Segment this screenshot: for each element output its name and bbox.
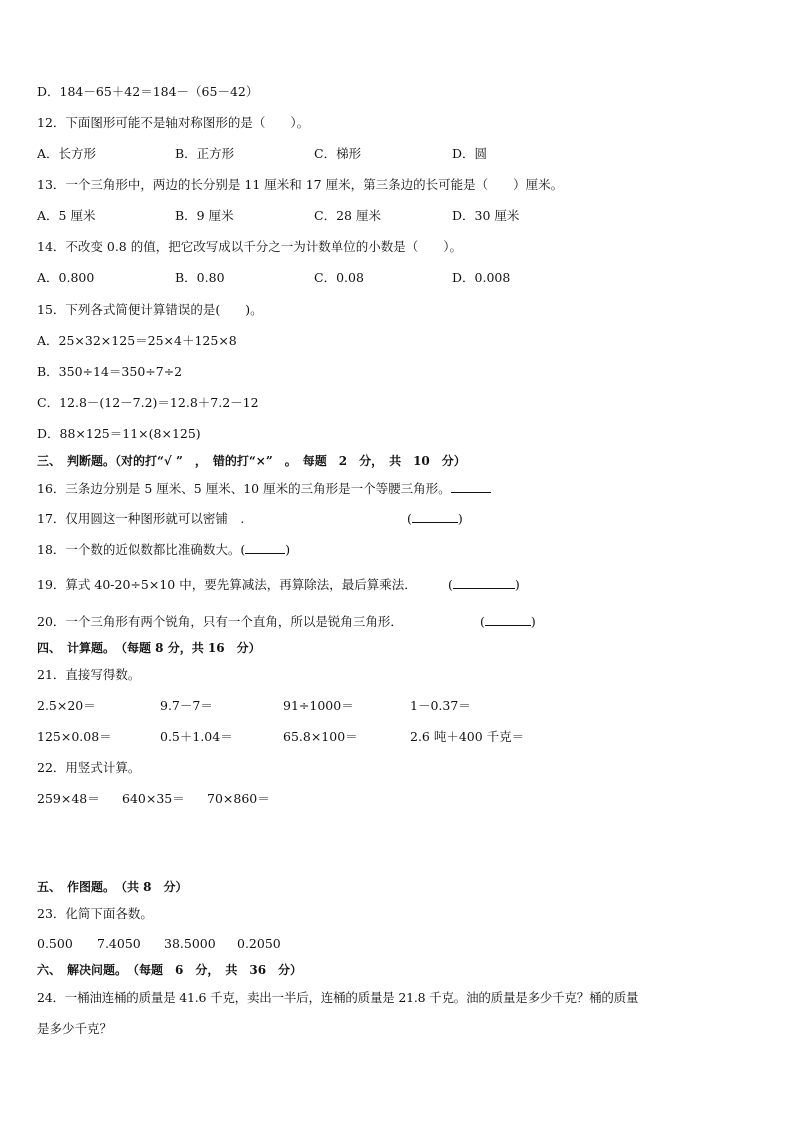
q18-answer-blank[interactable] — [245, 542, 285, 554]
q20-answer — [480, 614, 536, 630]
calc-item: 1－0.37＝ — [410, 698, 471, 713]
q19-answer-blank[interactable] — [453, 577, 515, 589]
q19-text: 19．算式 40-20÷5×10 中，要先算减法，再算除法，最后算乘法． — [37, 577, 417, 592]
calc-item: 0.5＋1.04＝ — [160, 729, 233, 744]
section-5-heading: 五、 作图题。 （共 8 分） — [37, 880, 188, 894]
calc-item: 9.7－7＝ — [160, 698, 213, 713]
q24-stem-line-1: 24．一桶油连桶的质量是 41.6 千克，卖出一半后，连桶的质量是 21.8 千克。油的质量是多少千克？桶的质量 — [37, 990, 639, 1005]
q16-line — [37, 481, 491, 497]
vertical-calc-item: 259×48＝ — [37, 791, 100, 806]
calc-item: 91÷1000＝ — [283, 698, 354, 713]
q14-stem: 14．不改变 0.8 的值，把它改写成以千分之一为计数单位的小数是（ ）。 — [37, 239, 462, 254]
section-4-heading: 四、 计算题。 （每题 8 分，共 16 分） — [37, 641, 261, 655]
q19-paren-open: ( — [448, 577, 453, 592]
q17-answer — [407, 511, 463, 527]
q19-paren-close: ) — [514, 577, 520, 592]
q14-option-a: A．0.800 — [37, 270, 95, 285]
q13-option-d: D．30 厘米 — [452, 208, 520, 223]
q15-option-d: D．88×125＝11×(8×125) — [37, 426, 201, 441]
q12-option-d: D．圆 — [452, 146, 488, 161]
q12-option-c: C．梯形 — [314, 146, 362, 161]
q24-stem-line-2: 是多少千克？ — [37, 1021, 113, 1036]
q18-line — [37, 542, 290, 558]
q14-option-c: C．0.08 — [314, 270, 364, 285]
q21-stem: 21．直接写得数。 — [37, 667, 141, 682]
calc-item: 2.5×20＝ — [37, 698, 96, 713]
q17-paren-open: ( — [407, 511, 412, 526]
q13-option-a: A．5 厘米 — [37, 208, 96, 223]
q18-paren-close: ) — [285, 542, 291, 557]
q12-stem: 12．下面图形可能不是轴对称图形的是（ ）。 — [37, 115, 310, 130]
q18-text: 18．一个数的近似数都比准确数大。( — [37, 542, 246, 557]
vertical-calc-item: 640×35＝ — [122, 791, 185, 806]
q17-text: 17．仅用圆这一种图形就可以密铺 . — [37, 511, 245, 526]
q15-option-b: B．350÷14＝350÷7÷2 — [37, 364, 183, 379]
q17-paren-close: ) — [457, 511, 463, 526]
q13-option-b: B．9 厘米 — [175, 208, 234, 223]
q13-stem: 13．一个三角形中，两边的长分别是 11 厘米和 17 厘米，第三条边的长可能是（ ）厘米。 — [37, 177, 564, 192]
q12-option-b: B．正方形 — [175, 146, 235, 161]
q11-option-d: D．184－65＋42＝184－（65－42） — [37, 84, 259, 99]
calc-item: 2.6 吨＋400 千克＝ — [410, 729, 525, 744]
q20-text: 20．一个三角形有两个锐角，只有一个直角，所以是锐角三角形． — [37, 614, 403, 629]
q12-option-a: A．长方形 — [37, 146, 97, 161]
vertical-calc-item: 70×860＝ — [207, 791, 270, 806]
q16-answer-blank[interactable] — [451, 481, 491, 493]
calc-item: 65.8×100＝ — [283, 729, 358, 744]
q14-option-b: B．0.80 — [175, 270, 225, 285]
number-item: 0.2050 — [237, 936, 281, 951]
q15-option-a: A．25×32×125＝25×4＋125×8 — [37, 333, 237, 348]
q20-answer-blank[interactable] — [485, 614, 531, 626]
q20-paren-close: ) — [530, 614, 536, 629]
q19-answer — [448, 577, 520, 593]
q13-option-c: C．28 厘米 — [314, 208, 381, 223]
number-item: 0.500 — [37, 936, 73, 951]
q15-stem: 15．下列各式简便计算错误的是( )。 — [37, 302, 263, 317]
q22-stem: 22．用竖式计算。 — [37, 760, 141, 775]
q20-paren-open: ( — [480, 614, 485, 629]
section-6-heading: 六、 解决问题。 （每题 6 分， 共 36 分） — [37, 963, 303, 977]
calc-item: 125×0.08＝ — [37, 729, 112, 744]
q15-option-c: C．12.8－(12－7.2)＝12.8＋7.2－12 — [37, 395, 259, 410]
section-3-heading: 三、 判断题。（对的打“√ ” ， 错的打“×” 。 每题 2 分， 共 10 分） — [37, 454, 466, 468]
q16-text: 16．三条边分别是 5 厘米、5 厘米、10 厘米的三角形是一个等腰三角形。 — [37, 481, 451, 496]
number-item: 7.4050 — [97, 936, 141, 951]
q23-stem: 23．化简下面各数。 — [37, 906, 153, 921]
q14-option-d: D．0.008 — [452, 270, 511, 285]
number-item: 38.5000 — [164, 936, 216, 951]
q17-answer-blank[interactable] — [412, 511, 458, 523]
